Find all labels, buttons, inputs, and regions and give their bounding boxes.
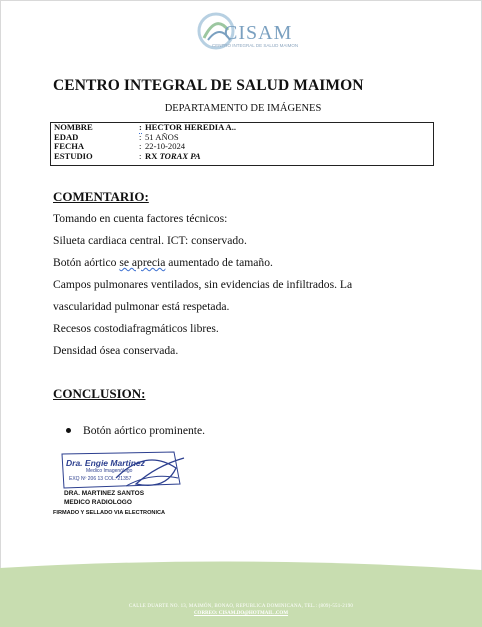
info-row-age: [51, 133, 433, 143]
logo-name: CISAM: [224, 22, 293, 44]
comment-line: [53, 256, 273, 269]
doctor-title: MEDICO RADIOLOGO: [64, 499, 132, 506]
info-value-name: HECTOR HEREDIA A..: [145, 122, 237, 132]
info-label: ESTUDIO: [54, 151, 93, 162]
info-label: FECHA: [54, 141, 85, 152]
comment-line: Densidad ósea conservada.: [53, 344, 179, 357]
conclusion-item: [66, 424, 205, 437]
comment-line: Recesos costodiafragmáticos libres.: [53, 322, 219, 335]
footer-address: CALLE DUARTE NO. 13, MAIMÓN, BONAO, REPUBLICA DOMINICANA, TEL.: (809)-551-2190: [128, 604, 354, 609]
info-row-study: [51, 152, 433, 162]
doctor-stamp: [56, 448, 191, 493]
doctor-name: DRA. MARTINEZ SANTOS: [64, 490, 145, 497]
info-label: EDAD: [54, 131, 79, 142]
comment-line: vascularidad pulmonar está respetada.: [53, 300, 230, 313]
stamp-registration: EXQ Nº 206 13 COL. 21357: [69, 476, 132, 482]
info-value-date: 22-10-2024: [145, 141, 186, 152]
info-colon: :: [139, 122, 142, 132]
info-row-name: [51, 123, 433, 133]
stamp-name: Dra. Engie Martinez: [66, 458, 145, 468]
signature-block: [64, 489, 144, 507]
info-value-study: [145, 152, 201, 162]
comment-line-part: Botón aórtico: [53, 256, 120, 269]
comment-line-part: aumentado de tamaño.: [165, 256, 273, 269]
footer-wave: [0, 560, 482, 627]
department-subtitle: DEPARTAMENTO DE IMÁGENES: [164, 103, 322, 114]
page-title: CENTRO INTEGRAL DE SALUD MAIMON: [53, 77, 364, 94]
stamp-specialty: Medico Imagenólogo: [86, 468, 133, 474]
logo-tagline: CENTRO INTEGRAL DE SALUD MAIMON: [212, 43, 299, 48]
comment-heading: COMENTARIO:: [53, 189, 149, 204]
info-colon: :: [139, 141, 142, 152]
comment-line: Tomando en cuenta factores técnicos:: [53, 212, 228, 225]
study-prefix: RX: [145, 151, 160, 162]
bullet-icon: [66, 428, 71, 433]
info-row-date: [51, 142, 433, 152]
info-value-age: 51 AÑOS: [145, 131, 179, 142]
patient-info-box: [50, 122, 434, 166]
conclusion-heading: CONCLUSION:: [53, 386, 146, 401]
info-colon: :: [139, 151, 142, 162]
comment-line: Campos pulmonares ventilados, sin evidencias de infiltrados. La: [53, 278, 353, 291]
comment-line: Silueta cardiaca central. ICT: conservado.: [53, 234, 247, 247]
study-name: TORAX PA: [159, 151, 201, 162]
footer-email: CORREO: CISAM.DO@HOTMAIL .COM: [193, 611, 289, 616]
info-label: NOMBRE: [54, 122, 93, 132]
info-colon: :: [139, 131, 142, 142]
comment-line-flagged: se aprecia: [119, 256, 166, 269]
signature-note: FIRMADO Y SELLADO VIA ELECTRONICA: [53, 510, 166, 516]
cisam-logo: [194, 10, 304, 52]
conclusion-item-text: Botón aórtico prominente.: [83, 424, 206, 437]
